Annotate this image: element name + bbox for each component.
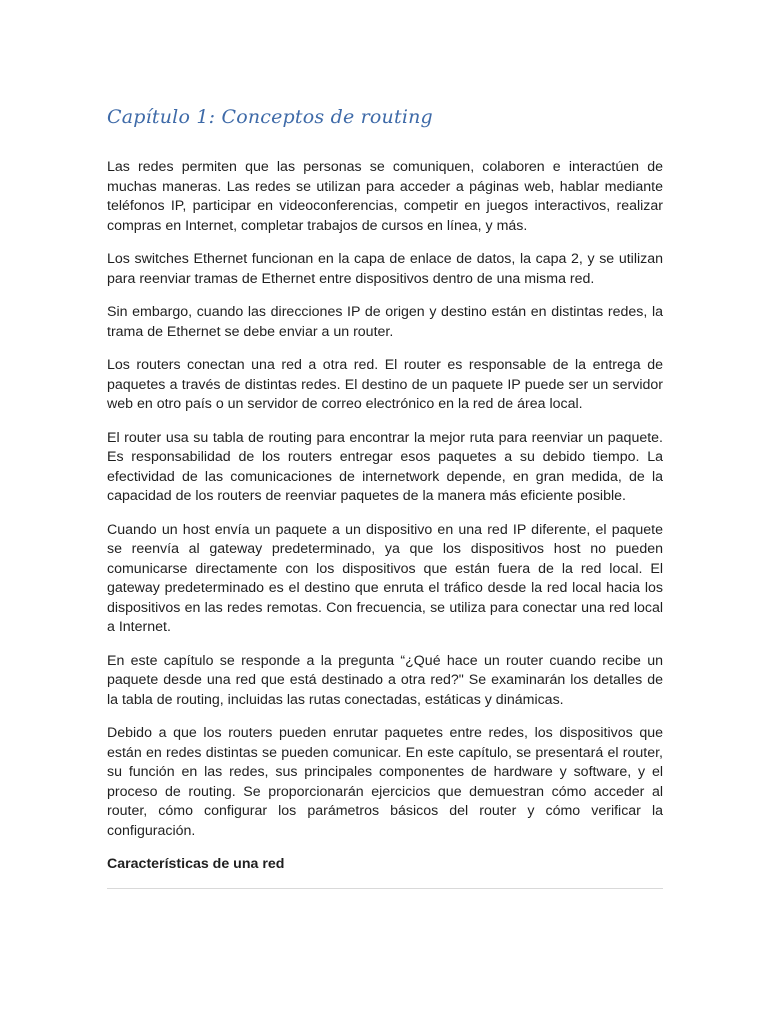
paragraph-4: Los routers conectan una red a otra red. El router es responsable de la entrega de paquetes a través de distintas redes. El destino de un paquete IP puede ser un servidor web en otro país o un servidor de correo electrónico en la red de área local. xyxy=(107,357,663,412)
paragraph-6: Cuando un host envía un paquete a un dispositivo en una red IP diferente, el paquete se reenvía al gateway predeterminado, ya que los dispositivos host no pueden comunicarse directamente con los dispositivos que están fuera de la red local. El gateway predeterminado es el destino que enruta el tráfico desde la red local hacia los dispositivos en las redes remotas. Con frecuencia, se utiliza para conectar una red local a Internet. xyxy=(107,521,663,635)
paragraph-3: Sin embargo, cuando las direcciones IP de origen y destino están en distintas redes, la trama de Ethernet se debe enviar a un router. xyxy=(107,304,663,340)
document-body xyxy=(107,106,663,875)
paragraph-2: Los switches Ethernet funcionan en la capa de enlace de datos, la capa 2, y se utilizan para reenviar tramas de Ethernet entre dispositivos dentro de una misma red. xyxy=(107,251,663,287)
paragraph-8: Debido a que los routers pueden enrutar paquetes entre redes, los dispositivos que están en redes distintas se pueden comunicar. En este capítulo, se presentará el router, su función en las redes, sus principales componentes de hardware y software, y el proceso de routing. Se proporcionarán ejercicios que demuestran cómo acceder al router, cómo configurar los parámetros básicos del router y cómo verificar la configuración. xyxy=(107,725,663,839)
paragraph-1: Las redes permiten que las personas se comuniquen, colaboren e interactúen de muchas maneras. Las redes se utilizan para acceder a páginas web, hablar mediante teléfonos IP, participar en videoconferencias, competir en juegos interactivos, realizar compras en Internet, completar trabajos de cursos en línea, y más. xyxy=(107,159,663,234)
paragraph-5: El router usa su tabla de routing para encontrar la mejor ruta para reenviar un paquete. Es responsabilidad de los routers entregar esos paquetes a su debido tiempo. La efectividad de las comunicaciones de internetwork depende, en gran medida, de la capacidad de los routers de reenviar paquetes de la manera más eficiente posible. xyxy=(107,429,663,504)
section-divider xyxy=(107,888,663,889)
chapter-title: Capítulo 1: Conceptos de routing xyxy=(107,106,433,128)
paragraph-7: En este capítulo se responde a la pregunta “¿Qué hace un router cuando recibe un paquete desde una red que está destinado a otra red?" Se examinarán los detalles de la tabla de routing, incluidas las rutas conectadas, estáticas y dinámicas. xyxy=(107,652,663,708)
section-heading: Características de una red xyxy=(107,856,285,872)
